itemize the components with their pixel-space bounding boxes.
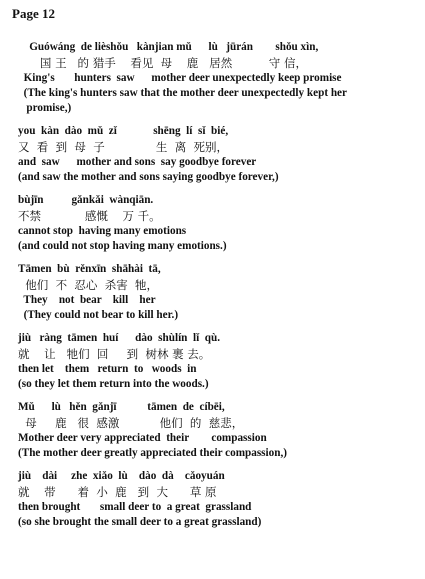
pinyin-line: jiù dài zhe xiǎo lù dào dà cǎoyuán: [18, 470, 225, 482]
verse-block: [18, 193, 423, 254]
translation-line: (so they let them return into the woods.): [18, 378, 209, 390]
pinyin-line: bùjīn gǎnkǎi wànqiān.: [18, 194, 154, 206]
translation-line: (The mother deer greatly appreciated their compassion,): [18, 447, 287, 459]
translation-line: (The king's hunters saw that the mother deer unexpectedly kept her promise,): [23, 87, 347, 114]
translation-line: (and could not stop having many emotions.): [18, 240, 227, 252]
story-text: [18, 40, 423, 538]
pinyin-line: Mǔ lù hěn gǎnjī tāmen de cíbēi,: [18, 401, 225, 413]
gloss-line: and saw mother and sons say goodbye forever: [18, 156, 257, 168]
pinyin-line: you kàn dào mǔ zǐ shēng lí sǐ bié,: [18, 125, 229, 137]
translation-line: (so she brought the small deer to a great grassland): [18, 516, 262, 528]
translation-line: (and saw the mother and sons saying goodbye forever,): [18, 171, 279, 183]
chinese-line: 母 鹿 很 感激 他们 的 慈悲，: [18, 416, 244, 430]
verse-block: [18, 331, 423, 392]
verse-block: [18, 124, 423, 185]
gloss-line: then let them return to woods in: [18, 363, 197, 375]
pinyin-line: Guówáng de lièshǒu kànjian mǔ lù jūrán shǒu xìn,: [18, 41, 319, 53]
verse-block: [18, 262, 423, 323]
pinyin-line: jiù ràng tāmen huí dào shùlín lǐ qù.: [18, 332, 221, 344]
pinyin-line: Tāmen bù rěnxīn shāhài tā,: [18, 263, 161, 275]
gloss-line: They not bear kill her: [18, 294, 156, 306]
chinese-line: 就 让 牠们 回 到 树林 裹 去。: [18, 347, 211, 361]
verse-block: [18, 400, 423, 461]
chinese-line: 他们 不 忍心 杀害 牠，: [18, 278, 159, 292]
translation-line: (They could not bear to kill her.): [18, 309, 179, 321]
gloss-line: King's hunters saw mother deer unexpectedly keep promise: [18, 72, 342, 84]
page-number: Page 12: [12, 6, 55, 21]
gloss-line: cannot stop having many emotions: [18, 225, 187, 237]
chinese-line: 国 王 的 猎手 看见 母 鹿 居然 守 信，: [18, 56, 307, 70]
verse-block: [18, 40, 423, 116]
verse-block: [18, 469, 423, 530]
chinese-line: 就 带 着 小 鹿 到 大 草 原: [18, 485, 217, 499]
gloss-line: Mother deer very appreciated their compassion: [18, 432, 267, 444]
chinese-line: 又 看 到 母 子 生 离 死别，: [18, 140, 229, 154]
chinese-line: 不禁 感慨 万 千。: [18, 209, 161, 223]
gloss-line: then brought small deer to a great grassland: [18, 501, 252, 513]
